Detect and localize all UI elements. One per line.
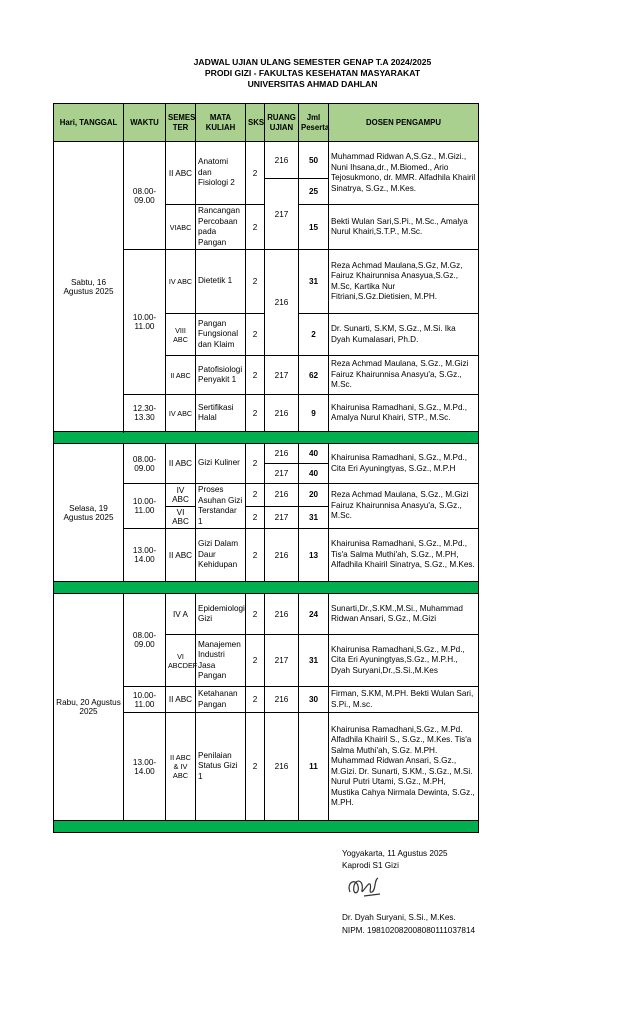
semester-cell: II ABC [166, 444, 196, 484]
signature-place-date: Yogyakarta, 11 Agustus 2025 [342, 849, 448, 858]
sks-cell: 2 [246, 356, 265, 395]
day-separator [54, 821, 479, 833]
participants-cell: 50 [299, 142, 329, 179]
sks-cell: 2 [246, 444, 265, 484]
room-cell: 217 [265, 179, 299, 250]
semester-cell: VIABC [166, 205, 196, 250]
lecturer-cell: Khairunisa Ramadhani,S.Gz., M.Pd. Alfadhila Khairil S., S.Gz., M.Kes. Tis'a Salma Muthi'ah, S.Gz. M.PH. Muhammad Ridwan Ansari, S.Gz., M.Gizi. Dr. Sunarti, S.KM., S.Gz., M.Si. Nurul Putri Utami, S.Gz., M.PH, Mustika Cahya Nirmala Dewinta, S.Gz., M.PH. [329, 713, 479, 821]
room-cell: 216 [265, 687, 299, 713]
participants-cell: 9 [299, 395, 329, 432]
course-cell: Pangan Fungsional dan Klaim [196, 314, 246, 356]
course-cell: Epidemiologi Gizi [196, 594, 246, 635]
signature-name: Dr. Dyah Suryani, S.Si., M.Kes. [342, 913, 456, 922]
lecturer-cell: Khairunisa Ramadhani, S.Gz., M.Pd., Cita Eri Ayuningtyas, S.Gz., M.P.H [329, 444, 479, 484]
lecturer-cell: Muhammad Ridwan A,S.Gz., M.Gizi., Nuni Ihsana,dr., M.Biomed., Ario Tejosukmono, dr. MMR. Alfadhila Khairil Sinatrya, S.Gz., M.Kes. [329, 142, 479, 205]
sks-cell: 2 [246, 506, 265, 529]
header-sks: SKS [246, 104, 265, 142]
participants-cell: 31 [299, 250, 329, 314]
time-cell: 12.30-13.30 [124, 395, 166, 432]
lecturer-cell: Dr. Sunarti, S.KM, S.Gz., M.Si. Ika Dyah Kumalasari, Ph.D. [329, 314, 479, 356]
sks-cell: 2 [246, 635, 265, 687]
course-cell: Ketahanan Pangan [196, 687, 246, 713]
signature-nipm: NIPM. 19810208200808011103781​4 [342, 926, 476, 935]
semester-cell: II ABC & IV ABC [166, 713, 196, 821]
participants-cell: 11 [299, 713, 329, 821]
course-cell: Dietetik 1 [196, 250, 246, 314]
sks-cell: 2 [246, 250, 265, 314]
lecturer-cell: Khairunisa Ramadhani, S.Gz., M.Pd., Tis'a Salma Muthi'ah, S.Gz., M.PH, Alfadhila Khairil Sinatrya, S.Gz., M.Kes. [329, 529, 479, 582]
time-cell: 08.00-09.00 [124, 444, 166, 484]
participants-cell: 20 [299, 484, 329, 507]
participants-cell: 40 [299, 444, 329, 464]
participants-cell: 31 [299, 635, 329, 687]
time-cell: 08.00-09.00 [124, 594, 166, 687]
room-cell: 216 [265, 444, 299, 464]
course-cell: Anatomi dan Fisiologi 2 [196, 142, 246, 205]
course-cell: Manajemen Industri Jasa Pangan [196, 635, 246, 687]
header-day: Hari, TANGGAL [54, 104, 124, 142]
time-cell: 13.00-14.00 [124, 529, 166, 582]
time-cell: 08.00-09.00 [124, 142, 166, 250]
day-cell: Sabtu, 16 Agustus 2025 [54, 142, 124, 432]
lecturer-cell: Reza Achmad Maulana, S.Gz., M.Gizi Fairuz Khairunnisa Anasyu'a, S.Gz., M.Sc. [329, 356, 479, 395]
course-cell: Penilaian Status Gizi 1 [196, 713, 246, 821]
lecturer-cell: Reza Achmad Maulana,S.Gz, M.Gz, Fairuz Khairunnisa Anasyua,S.Gz., M.Sc, Kartika Nur Fitriani,S.Gz.Dietisien, M.PH. [329, 250, 479, 314]
header-semester: SEMES TER [166, 104, 196, 142]
semester-cell: IV ABC [166, 395, 196, 432]
semester-cell: II ABC [166, 687, 196, 713]
lecturer-cell: Bekti Wulan Sari,S.Pi., M.Sc., Amalya Nurul Khairi,S.T.P., M.Sc. [329, 205, 479, 250]
sks-cell: 2 [246, 713, 265, 821]
day-cell: Rabu, 20 Agustus 2025 [54, 594, 124, 821]
semester-cell: II ABC [166, 529, 196, 582]
sks-cell: 2 [246, 205, 265, 250]
sks-cell: 2 [246, 142, 265, 205]
semester-cell: VIII ABC [166, 314, 196, 356]
semester-cell: IV A [166, 594, 196, 635]
time-cell: 10.00-11.00 [124, 484, 166, 529]
sks-cell: 2 [246, 484, 265, 507]
table-row [54, 594, 479, 635]
time-cell: 10.00-11.00 [124, 250, 166, 395]
room-cell: 216 [265, 529, 299, 582]
time-cell: 13.00-14.00 [124, 713, 166, 821]
semester-cell: II ABC [166, 142, 196, 205]
signature-position: Kaprodi S1 Gizi [342, 861, 399, 870]
lecturer-cell: Khairunisa Ramadhani,S.Gz., M.Pd., Cita Eri Ayuningtyas,S.Gz., M.P.H., Dyah Suryani,Dr.,S.Si.,M.Kes [329, 635, 479, 687]
room-cell: 216 [265, 142, 299, 179]
document-title [0, 57, 625, 90]
semester-cell: IV ABC [166, 484, 196, 507]
day-separator [54, 432, 479, 444]
participants-cell: 15 [299, 205, 329, 250]
lecturer-cell: Khairunisa Ramadhani, S.Gz., M.Pd., Amalya Nurul Khairi, STP., M.Sc. [329, 395, 479, 432]
sks-cell: 2 [246, 314, 265, 356]
participants-cell: 13 [299, 529, 329, 582]
room-cell: 217 [265, 356, 299, 395]
room-cell: 217 [265, 506, 299, 529]
room-cell: 216 [265, 484, 299, 507]
header-time: WAKTU [124, 104, 166, 142]
lecturer-cell: Reza Achmad Maulana, S.Gz., M.Gizi Fairuz Khairunnisa Anasyu'a, S.Gz., M.Sc. [329, 484, 479, 529]
table-row [54, 444, 479, 464]
title-line-1: JADWAL UJIAN ULANG SEMESTER GENAP T.A 2024/2025 [193, 57, 432, 67]
header-room: RUANG UJIAN [265, 104, 299, 142]
title-line-2: PRODI GIZI - FAKULTAS KESEHATAN MASYARAKAT [204, 68, 421, 78]
semester-cell: IV ABC [166, 250, 196, 314]
course-cell: Patofisiologi Penyakit 1 [196, 356, 246, 395]
participants-cell: 62 [299, 356, 329, 395]
room-cell: 216 [265, 713, 299, 821]
exam-schedule-table [53, 103, 479, 833]
semester-cell: VI ABC [166, 506, 196, 529]
sks-cell: 2 [246, 687, 265, 713]
signature-scribble [344, 872, 384, 902]
semester-cell: VI ABCDEF [166, 635, 196, 687]
table-row [54, 142, 479, 179]
day-separator [54, 582, 479, 594]
lecturer-cell: Sunarti,Dr.,S.KM.,M.Si., Muhammad Ridwan Ansari, S.Gz., M.Gizi [329, 594, 479, 635]
header-course: MATA KULIAH [196, 104, 246, 142]
sks-cell: 2 [246, 594, 265, 635]
participants-cell: 25 [299, 179, 329, 205]
course-cell: Gizi Dalam Daur Kehidupan [196, 529, 246, 582]
participants-cell: 24 [299, 594, 329, 635]
day-cell: Selasa, 19 Agustus 2025 [54, 444, 124, 582]
room-cell: 216 [265, 250, 299, 356]
room-cell: 217 [265, 464, 299, 484]
semester-cell: II ABC [166, 356, 196, 395]
course-cell: Gizi Kuliner [196, 444, 246, 484]
participants-cell: 31 [299, 506, 329, 529]
participants-cell: 30 [299, 687, 329, 713]
time-cell: 10.00-11.00 [124, 687, 166, 713]
room-cell: 217 [265, 635, 299, 687]
room-cell: 216 [265, 395, 299, 432]
sks-cell: 2 [246, 395, 265, 432]
lecturer-cell: Firman, S.KM, M.PH. Bekti Wulan Sari, S.Pi., M.sc. [329, 687, 479, 713]
header-lecturer: DOSEN PENGAMPU [329, 104, 479, 142]
title-line-3: UNIVERSITAS AHMAD DAHLAN [247, 79, 378, 89]
course-cell: Proses Asuhan Gizi Terstandar 1 [196, 484, 246, 529]
course-cell: Sertifikasi Halal [196, 395, 246, 432]
participants-cell: 2 [299, 314, 329, 356]
header-row [54, 104, 479, 142]
room-cell: 216 [265, 594, 299, 635]
course-cell: Rancangan Percobaan pada Pangan [196, 205, 246, 250]
sks-cell: 2 [246, 529, 265, 582]
header-participants: Jml Peserta [299, 104, 329, 142]
participants-cell: 40 [299, 464, 329, 484]
